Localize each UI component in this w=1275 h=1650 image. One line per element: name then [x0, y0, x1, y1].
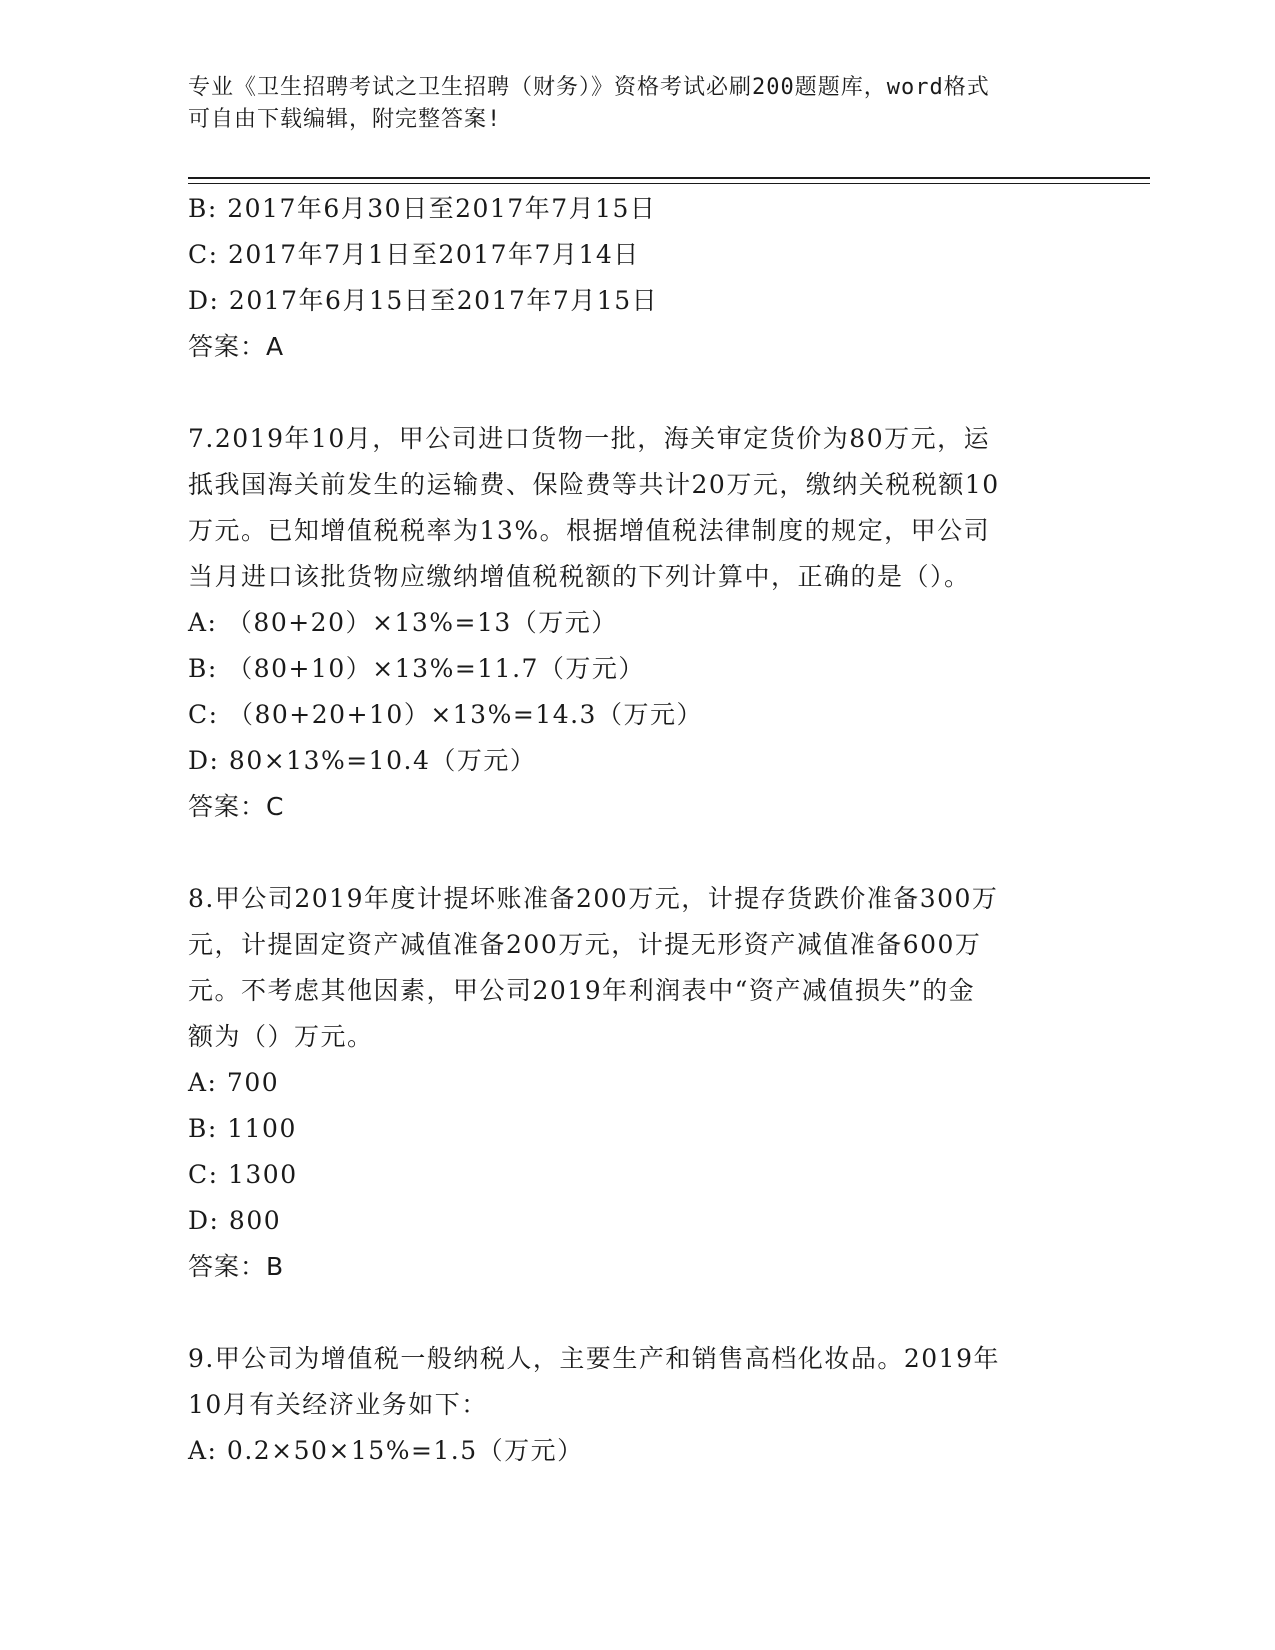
q8-stem-line: 元。不考虑其他因素，甲公司2019年利润表中“资产减值损失”的金	[188, 976, 976, 1005]
q8-option-d: D: 800	[188, 1206, 282, 1235]
q6-option-b: B: 2017年6月30日至2017年7月15日	[188, 194, 657, 223]
question-9	[188, 1336, 1088, 1474]
q7-answer: 答案：C	[188, 792, 285, 821]
q8-option-c: C: 1300	[188, 1160, 298, 1189]
question-6	[188, 186, 1088, 370]
document-header	[188, 72, 1068, 136]
q7-stem-line: 抵我国海关前发生的运输费、保险费等共计20万元，缴纳关税税额10	[188, 470, 1000, 499]
q8-option-b: B: 1100	[188, 1114, 297, 1143]
q7-option-d: D: 80×13%=10.4（万元）	[188, 746, 537, 775]
q6-option-c: C: 2017年7月1日至2017年7月14日	[188, 240, 640, 269]
spacer	[188, 370, 1088, 416]
q7-stem	[188, 416, 1088, 600]
q8-stem	[188, 876, 1088, 1060]
q8-option-a: A: 700	[188, 1068, 280, 1097]
q6-option-d: D: 2017年6月15日至2017年7月15日	[188, 286, 659, 315]
question-7	[188, 416, 1088, 830]
q8-stem-line: 额为（）万元。	[188, 1022, 374, 1051]
question-8	[188, 876, 1088, 1290]
q9-stem	[188, 1336, 1088, 1428]
header-rule-thick	[188, 177, 1150, 179]
spacer	[188, 1290, 1088, 1336]
q9-option-a: A: 0.2×50×15%=1.5（万元）	[188, 1436, 584, 1465]
q7-stem-line: 万元。已知增值税税率为13%。根据增值税法律制度的规定，甲公司	[188, 516, 991, 545]
q6-answer: 答案：A	[188, 332, 285, 361]
q9-stem-line: 9.甲公司为增值税一般纳税人，主要生产和销售高档化妆品。2019年	[188, 1344, 1000, 1373]
q8-stem-line: 8.甲公司2019年度计提坏账准备200万元，计提存货跌价准备300万	[188, 884, 999, 913]
q8-stem-line: 元，计提固定资产减值准备200万元，计提无形资产减值准备600万	[188, 930, 982, 959]
q8-answer: 答案：B	[188, 1252, 285, 1281]
header-title-line-2: 可自由下载编辑，附完整答案!	[188, 107, 502, 132]
header-title-line-1: 专业《卫生招聘考试之卫生招聘（财务）》资格考试必刷200题题库，word格式	[188, 75, 990, 100]
q7-option-b: B: （80+10）×13%=11.7（万元）	[188, 654, 645, 683]
q7-option-a: A: （80+20）×13%=13（万元）	[188, 608, 618, 637]
q7-stem-line: 当月进口该批货物应缴纳增值税税额的下列计算中，正确的是（）。	[188, 562, 971, 591]
header-rule-thin	[188, 183, 1150, 184]
q9-stem-line: 10月有关经济业务如下：	[188, 1390, 488, 1419]
spacer	[188, 830, 1088, 876]
q7-option-c: C: （80+20+10）×13%=14.3（万元）	[188, 700, 703, 729]
document-body	[188, 186, 1088, 1474]
q7-stem-line: 7.2019年10月，甲公司进口货物一批，海关审定货价为80万元，运	[188, 424, 991, 453]
